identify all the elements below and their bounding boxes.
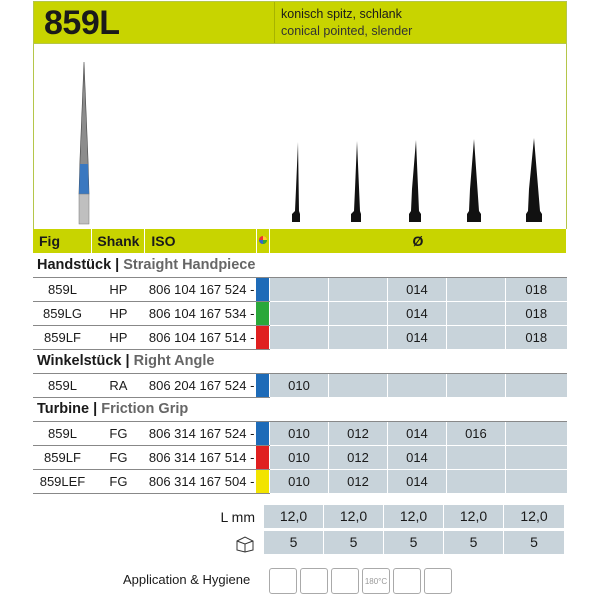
iso-cell: 806 104 167 534 - xyxy=(145,301,256,325)
shank-cell: RA xyxy=(92,373,145,397)
silhouette-5 xyxy=(526,138,542,222)
table-row xyxy=(33,445,567,469)
diameter-cell xyxy=(446,277,505,301)
product-code: 859L xyxy=(34,2,274,43)
section-title-de: Turbine xyxy=(37,401,90,417)
package-icon xyxy=(33,531,263,555)
shank-cell: HP xyxy=(92,301,145,325)
diameter-cell xyxy=(446,445,505,469)
pack-value: 5 xyxy=(444,531,503,554)
diameter-cell xyxy=(269,325,328,349)
diameter-cell xyxy=(446,301,505,325)
diameter-cell xyxy=(505,373,566,397)
pack-value: 5 xyxy=(384,531,443,554)
section-heading xyxy=(33,397,567,421)
fig-cell: 859LEF xyxy=(33,469,92,493)
application-hygiene xyxy=(33,566,567,596)
ultrasound-icon xyxy=(424,568,452,594)
section-title-en: Right Angle xyxy=(133,353,215,369)
ultrasonic-bath-icon xyxy=(331,568,359,594)
table-row xyxy=(33,277,567,301)
section-separator: | xyxy=(111,256,124,273)
section-title-de: Handstück xyxy=(37,256,112,273)
diameter-cell xyxy=(328,373,387,397)
product-header xyxy=(33,1,567,44)
diameter-cell xyxy=(269,277,328,301)
table-row xyxy=(33,325,567,349)
shank-cell: FG xyxy=(92,421,145,445)
diameter-cell: 012 xyxy=(328,421,387,445)
table-header xyxy=(33,229,567,253)
size-silhouettes xyxy=(292,138,542,222)
shank-cell: HP xyxy=(92,277,145,301)
diameter-cell: 010 xyxy=(269,373,328,397)
color-marker xyxy=(256,469,269,493)
diameter-cell: 014 xyxy=(387,301,446,325)
section-heading xyxy=(33,253,567,277)
col-fig: Fig xyxy=(33,229,92,253)
silhouette-4 xyxy=(467,139,481,222)
autoclave-icon xyxy=(393,568,421,594)
table-row xyxy=(33,469,567,493)
silhouette-3 xyxy=(409,140,421,222)
length-label: L mm xyxy=(220,509,255,525)
fig-cell: 859L xyxy=(33,421,92,445)
section-title-en: Straight Handpiece xyxy=(123,256,256,273)
diameter-cell xyxy=(446,469,505,493)
diameter-cell: 014 xyxy=(387,325,446,349)
diameter-cell xyxy=(446,373,505,397)
iso-cell: 806 314 167 504 - xyxy=(145,469,256,493)
diameter-cell xyxy=(328,301,387,325)
shank-cell: FG xyxy=(92,469,145,493)
diameter-cell: 014 xyxy=(387,277,446,301)
iso-cell: 806 104 167 514 - xyxy=(145,325,256,349)
bur-illustrations xyxy=(34,44,568,229)
fig-cell: 859L xyxy=(33,373,92,397)
diameter-cell xyxy=(505,469,566,493)
iso-cell: 806 104 167 524 - xyxy=(145,277,256,301)
fig-cell: 859LF xyxy=(33,325,92,349)
color-marker xyxy=(256,373,269,397)
description-en: conical pointed, slender xyxy=(281,24,413,38)
section-heading xyxy=(33,349,567,373)
diameter-cell: 010 xyxy=(269,469,328,493)
diameter-cell: 014 xyxy=(387,421,446,445)
product-table xyxy=(33,229,567,494)
diameter-cell: 014 xyxy=(387,445,446,469)
pack-value: 5 xyxy=(324,531,383,554)
length-value: 12,0 xyxy=(324,505,383,528)
color-marker xyxy=(256,301,269,325)
large-bur-image xyxy=(79,62,89,224)
diameter-cell: 012 xyxy=(328,469,387,493)
diameter-cell: 010 xyxy=(269,421,328,445)
sterilizer-icon: 180°C xyxy=(362,568,390,594)
diameter-cell: 016 xyxy=(446,421,505,445)
length-value: 12,0 xyxy=(504,505,564,528)
diameter-cell: 018 xyxy=(505,325,566,349)
color-marker xyxy=(256,325,269,349)
color-wheel-icon xyxy=(256,229,269,253)
section-title-de: Winkelstück xyxy=(37,353,122,369)
silhouette-1 xyxy=(292,142,300,222)
col-diameter: Ø xyxy=(269,229,566,253)
diameter-cell xyxy=(328,277,387,301)
col-iso: ISO xyxy=(145,229,256,253)
diameter-cell: 018 xyxy=(505,301,566,325)
length-row xyxy=(33,505,567,529)
bur-illustration-area xyxy=(33,44,567,229)
pack-value: 5 xyxy=(264,531,323,554)
product-description xyxy=(274,2,566,43)
description-de: konisch spitz, schlank xyxy=(281,7,402,21)
diameter-cell xyxy=(387,373,446,397)
hygiene-icons xyxy=(269,568,452,594)
diameter-cell: 010 xyxy=(269,445,328,469)
thermo-disinfector-icon xyxy=(300,568,328,594)
diameter-cell xyxy=(446,325,505,349)
diameter-cell: 012 xyxy=(328,445,387,469)
lengths-block xyxy=(33,505,567,555)
iso-cell: 806 204 167 524 - xyxy=(145,373,256,397)
color-marker xyxy=(256,445,269,469)
fig-cell: 859L xyxy=(33,277,92,301)
tooth-icon xyxy=(269,568,297,594)
length-value: 12,0 xyxy=(444,505,503,528)
shank-cell: HP xyxy=(92,325,145,349)
table-row xyxy=(33,301,567,325)
length-value: 12,0 xyxy=(384,505,443,528)
col-shank: Shank xyxy=(92,229,145,253)
pack-value: 5 xyxy=(504,531,564,554)
table-row xyxy=(33,421,567,445)
diameter-cell xyxy=(328,325,387,349)
color-marker xyxy=(256,421,269,445)
pack-row xyxy=(33,531,567,555)
application-label: Application & Hygiene xyxy=(123,572,251,587)
section-title-en: Friction Grip xyxy=(101,401,189,417)
length-value: 12,0 xyxy=(264,505,323,528)
silhouette-2 xyxy=(351,141,361,222)
fig-cell: 859LG xyxy=(33,301,92,325)
table-row xyxy=(33,373,567,397)
diameter-cell xyxy=(505,445,566,469)
color-marker xyxy=(256,277,269,301)
section-separator: | xyxy=(121,353,134,369)
diameter-cell: 018 xyxy=(505,277,566,301)
iso-cell: 806 314 167 524 - xyxy=(145,421,256,445)
diameter-cell xyxy=(269,301,328,325)
iso-cell: 806 314 167 514 - xyxy=(145,445,256,469)
section-separator: | xyxy=(89,401,102,417)
shank-cell: FG xyxy=(92,445,145,469)
fig-cell: 859LF xyxy=(33,445,92,469)
diameter-cell: 014 xyxy=(387,469,446,493)
diameter-cell xyxy=(505,421,566,445)
